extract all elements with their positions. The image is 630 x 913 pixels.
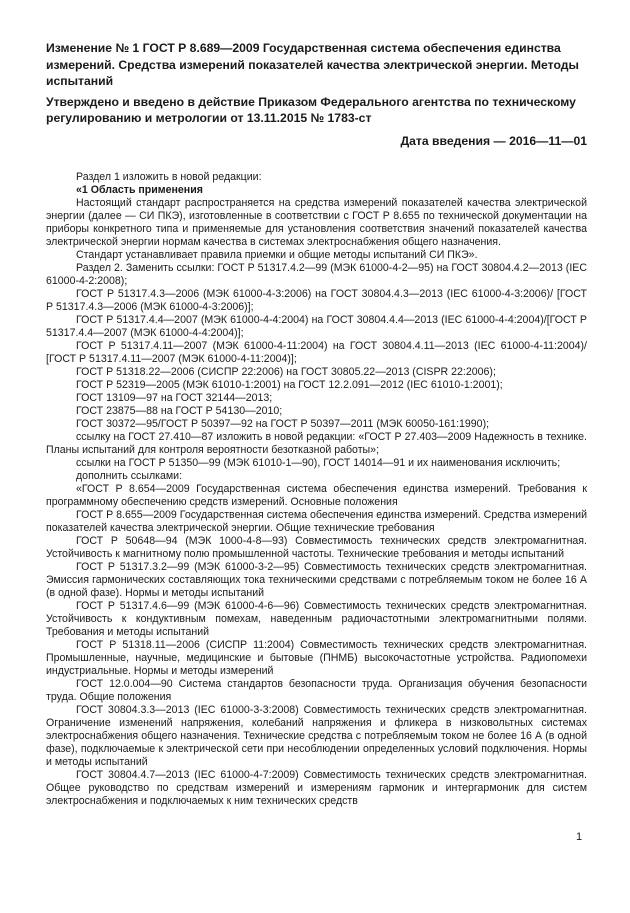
paragraph: ГОСТ 13109—97 на ГОСТ 32144—2013; [76, 391, 273, 404]
paragraph: ссылку на ГОСТ 27.410—87 изложить в новой редакции: «ГОСТ Р 27.403—2009 Надежность в технике. Планы испытаний для контроля вероятности безотказной работы»; [46, 430, 587, 456]
paragraph: ГОСТ 30372—95/ГОСТ Р 50397—92 на ГОСТ Р 50397—2011 (МЭК 60050-161:1990); [76, 417, 490, 430]
approval-statement: Утверждено и введено в действие Приказом Федерального агентства по техническому регулированию и метрологии от 13.11.2015 № 1783-ст [46, 94, 576, 125]
document-page [46, 40, 587, 808]
paragraph: Раздел 1 изложить в новой редакции: [76, 170, 262, 183]
paragraph: дополнить ссылками: [76, 469, 183, 482]
paragraph: ссылки на ГОСТ Р 51350—99 (МЭК 61010-1—90), ГОСТ 14014—91 и их наименования исключить; [76, 456, 561, 469]
paragraph: ГОСТ 30804.4.7—2013 (IEC 61000-4-7:2009) Совместимость технических средств электромагнитная. Общее руководство по средствам измерений и измерениям гармоник и интергармоник для систем электроснабжения и подключаемых к ним технических средств [46, 768, 587, 807]
paragraph: Настоящий стандарт распространяется на средства измерений показателей качества электрической энергии (далее — СИ ПКЭ), изготовленные в соответствии с ГОСТ Р 8.655 по технической документации на приборы конкретного типа и применяемые для установления соответствия значений показателей качества электрической энергии нормам качества в системах электроснабжения общего назначения. [46, 196, 587, 248]
paragraph: ГОСТ Р 51317.4.6—99 (МЭК 61000-4-6—96) Совместимость технических средств электромагнитная. Устойчивость к кондуктивным помехам, наведенным радиочастотными электромагнитными полями. Требования и методы испытаний [46, 599, 587, 638]
paragraph: ГОСТ Р 51317.4.3—2006 (МЭК 61000-4-3:2006) на ГОСТ 30804.4.3—2013 (IEC 61000-4-3:2006)/ [ГОСТ Р 51317.4.3—2006 (МЭК 61000-4-3:2006)]; [46, 287, 587, 313]
document-body [46, 171, 587, 808]
paragraph: «ГОСТ Р 8.654—2009 Государственная система обеспечения единства измерений. Требования к программному обеспечению средств измерений. Основные положения [46, 482, 587, 508]
paragraph: Стандарт устанавливает правила приемки и общие методы испытаний СИ ПКЭ». [76, 248, 478, 261]
effective-date: Дата введения — 2016—11—01 [400, 133, 587, 148]
paragraph: ГОСТ 30804.3.3—2013 (IEC 61000-3-3:2008) Совместимость технических средств электромагнитная. Ограничение изменений напряжения, колебаний напряжения и фликера в низковольтных системах электроснабжения общего назначения. Технические средства с потребляемым током не более 16 А (в одной фазе), подключаемые к электрической сети при несоблюдении определенных условий подключения. Нормы и методы испытаний [46, 703, 587, 768]
amendment-title: Изменение № 1 ГОСТ Р 8.689—2009 Государственная система обеспечения единства измерений. Средства измерений показателей качества электрической энергии. Методы испытаний [46, 41, 579, 88]
paragraph: ГОСТ 12.0.004—90 Система стандартов безопасности труда. Организация обучения безопасности труда. Общие положения [46, 677, 587, 703]
paragraph: ГОСТ Р 51318.11—2006 (СИСПР 11:2004) Совместимость технических средств электромагнитная. Промышленные, научные, медицинские и бытовые (ПНМБ) высокочастотные устройства. Радиопомехи индустриальные. Нормы и методы измерений [46, 638, 587, 677]
paragraph: Раздел 2. Заменить ссылки: ГОСТ Р 51317.4.2—99 (МЭК 61000-4-2—95) на ГОСТ 30804.4.2—2013 (IEC 61000-4-2:2008); [46, 261, 587, 287]
paragraph: ГОСТ Р 51318.22—2006 (СИСПР 22:2006) на ГОСТ 30805.22—2013 (CISPR 22:2006); [76, 365, 496, 378]
paragraph: ГОСТ 23875—88 на ГОСТ Р 54130—2010; [76, 404, 283, 417]
paragraph: ГОСТ Р 51317.4.11—2007 (МЭК 61000-4-11:2004) на ГОСТ 30804.4.11—2013 (IEC 61000-4-11:2004)/ [ГОСТ Р 51317.4.11—2007 (МЭК 61000-4-11:2004)]; [46, 339, 587, 365]
paragraph: ГОСТ Р 8.655—2009 Государственная система обеспечения единства измерений. Средства измерений показателей качества электрической энергии. Общие технические требования [46, 508, 587, 534]
paragraph: ГОСТ Р 52319—2005 (МЭК 61010-1:2001) на ГОСТ 12.2.091—2012 (IEC 61010-1:2001); [76, 378, 503, 391]
section-heading: «1 Область применения [76, 183, 203, 196]
paragraph: ГОСТ Р 50648—94 (МЭК 1000-4-8—93) Совместимость технических средств электромагнитная. Устойчивость к магнитному полю промышленной частоты. Технические требования и методы испытаний [46, 534, 587, 560]
paragraph: ГОСТ Р 51317.3.2—99 (МЭК 61000-3-2—95) Совместимость технических средств электромагнитная. Эмиссия гармонических составляющих тока техническими средствами с потребляемым током не более 16 А (в одной фазе). Нормы и методы испытаний [46, 560, 587, 599]
page-number: 1 [576, 831, 583, 843]
paragraph: ГОСТ Р 51317.4.4—2007 (МЭК 61000-4-4:2004) на ГОСТ 30804.4.4—2013 (IEC 61000-4-4:2004)/[ГОСТ Р 51317.4.4—2007 (МЭК 61000-4-4:2004)]; [46, 313, 587, 339]
